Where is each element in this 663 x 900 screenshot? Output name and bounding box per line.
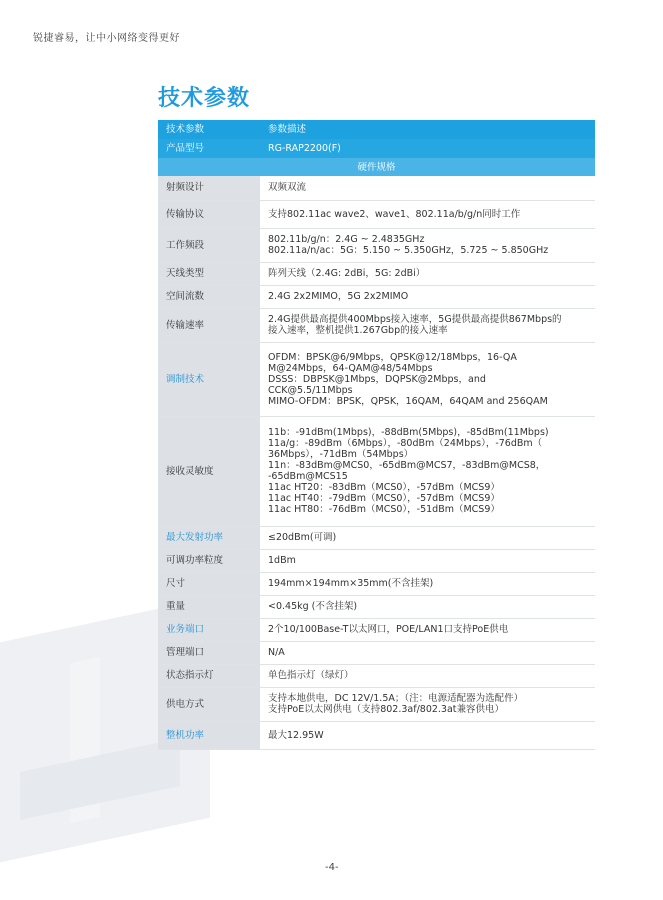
table-row (158, 342, 595, 416)
param-value-line: 36Mbps），-71dBm（54Mbps） (268, 449, 414, 460)
param-value-line: N/A (268, 647, 285, 658)
table-row (158, 285, 595, 308)
table-row (158, 572, 595, 595)
page-title: 技术参数 (158, 86, 251, 111)
param-value-line: 11n：-83dBm@MCS0，-65dBm@MCS7，-83dBm@MCS8， (268, 460, 546, 471)
param-value-line: 802.11a/n/ac：5G：5.150 ~ 5.350GHz，5.725 ~ 5.850GHz (268, 245, 549, 256)
page-number: -4- (325, 862, 339, 873)
section-header: 硬件规格 (158, 158, 595, 176)
param-value-line: 支持PoE以太网供电（支持802.3af/802.3at兼容供电） (268, 704, 505, 715)
param-value-line: 双频双流 (268, 182, 307, 194)
param-value-line: 2.4G提供最高提供400Mbps接入速率，5G提供最高提供867Mbps的 (268, 314, 562, 325)
param-key: 天线类型 (158, 262, 260, 285)
param-value (260, 595, 595, 618)
param-value (260, 526, 595, 549)
param-value-line: 1dBm (268, 555, 296, 566)
model-value: RG-RAP2200(F) (260, 139, 595, 158)
param-key: 传输速率 (158, 308, 260, 342)
param-value (260, 416, 595, 526)
column-header-param: 技术参数 (158, 120, 260, 139)
param-value-line: -65dBm@MCS15 (268, 471, 348, 482)
table-row (158, 664, 595, 687)
param-key: 接收灵敏度 (158, 416, 260, 526)
param-value-line: DSSS：DBPSK@1Mbps，DQPSK@2Mbps，and (268, 373, 486, 385)
param-key: 尺寸 (158, 572, 260, 595)
table-header-row (158, 120, 595, 139)
param-value (260, 342, 595, 416)
param-key: 整机功率 (158, 721, 260, 749)
param-value-line: 194mm×194mm×35mm(不含挂架) (268, 578, 434, 589)
param-value-line: 支持802.11ac wave2、wave1、802.11a/b/g/n同时工作 (268, 208, 521, 220)
table-row (158, 308, 595, 342)
param-value (260, 200, 595, 228)
header-slogan: 锐捷睿易，让中小网络变得更好 (33, 33, 180, 44)
param-value-line: 阵列天线（2.4G: 2dBi，5G: 2dBi） (268, 268, 426, 279)
spec-table (158, 120, 595, 750)
param-key: 状态指示灯 (158, 664, 260, 687)
model-row (158, 139, 595, 158)
param-key: 业务端口 (158, 618, 260, 641)
param-key: 供电方式 (158, 687, 260, 721)
param-key: 空间流数 (158, 285, 260, 308)
param-value-line: 11ac HT20：-83dBm（MCS0），-57dBm（MCS9） (268, 482, 500, 493)
param-value (260, 572, 595, 595)
table-row (158, 721, 595, 749)
param-value (260, 641, 595, 664)
param-value-line: 接入速率，整机提供1.267Gbp的接入速率 (268, 325, 448, 336)
param-value-line: 11ac HT80：-76dBm（MCS0），-51dBm（MCS9） (268, 504, 500, 515)
param-key: 重量 (158, 595, 260, 618)
param-value-line: 802.11b/g/n：2.4G ~ 2.4835GHz (268, 234, 425, 245)
param-key: 工作频段 (158, 228, 260, 262)
param-key: 可调功率粒度 (158, 549, 260, 572)
param-value-line: 最大12.95W (268, 729, 324, 741)
param-value-line: 11ac HT40：-79dBm（MCS0），-57dBm（MCS9） (268, 493, 500, 504)
param-value-line: M@24Mbps，64-QAM@48/54Mbps (268, 362, 433, 374)
model-key: 产品型号 (158, 139, 260, 158)
param-value (260, 687, 595, 721)
param-key: 最大发射功率 (158, 526, 260, 549)
param-value (260, 549, 595, 572)
param-value-line: 2个10/100Base-T以太网口，POE/LAN1口支持PoE供电 (268, 624, 509, 635)
table-row (158, 595, 595, 618)
param-value (260, 262, 595, 285)
param-value-line: OFDM：BPSK@6/9Mbps，QPSK@12/18Mbps，16-QA (268, 351, 517, 363)
table-row (158, 416, 595, 526)
table-row (158, 641, 595, 664)
param-value (260, 618, 595, 641)
param-value (260, 285, 595, 308)
param-value (260, 308, 595, 342)
param-value-line: <0.45kg (不含挂架) (268, 601, 358, 612)
table-row (158, 262, 595, 285)
param-value (260, 721, 595, 749)
param-value-line: 11b：-91dBm(1Mbps)，-88dBm(5Mbps)，-85dBm(11Mbps) (268, 427, 549, 438)
table-row (158, 687, 595, 721)
table-row (158, 549, 595, 572)
param-value (260, 664, 595, 687)
column-header-desc: 参数描述 (260, 120, 595, 139)
param-value-line: 单色指示灯（绿灯） (268, 670, 354, 681)
param-value (260, 228, 595, 262)
param-key: 射频设计 (158, 176, 260, 200)
table-row (158, 176, 595, 200)
param-value-line: 11a/g：-89dBm（6Mbps），-80dBm（24Mbps），-76dBm（ (268, 438, 543, 449)
param-value-line: 2.4G 2x2MIMO，5G 2x2MIMO (268, 291, 409, 302)
param-value-line: ≤20dBm(可调) (268, 532, 337, 543)
table-row (158, 526, 595, 549)
param-key: 调制技术 (158, 342, 260, 416)
param-key: 管理端口 (158, 641, 260, 664)
table-row (158, 228, 595, 262)
table-row (158, 200, 595, 228)
param-value (260, 176, 595, 200)
table-row (158, 618, 595, 641)
param-value-line: CCK@5.5/11Mbps (268, 384, 353, 396)
section-header-row (158, 158, 595, 176)
param-key: 传输协议 (158, 200, 260, 228)
param-value-line: 支持本地供电，DC 12V/1.5A；（注：电源适配器为选配件） (268, 693, 524, 704)
param-value-line: MIMO-OFDM：BPSK，QPSK，16QAM，64QAM and 256QAM (268, 395, 548, 407)
